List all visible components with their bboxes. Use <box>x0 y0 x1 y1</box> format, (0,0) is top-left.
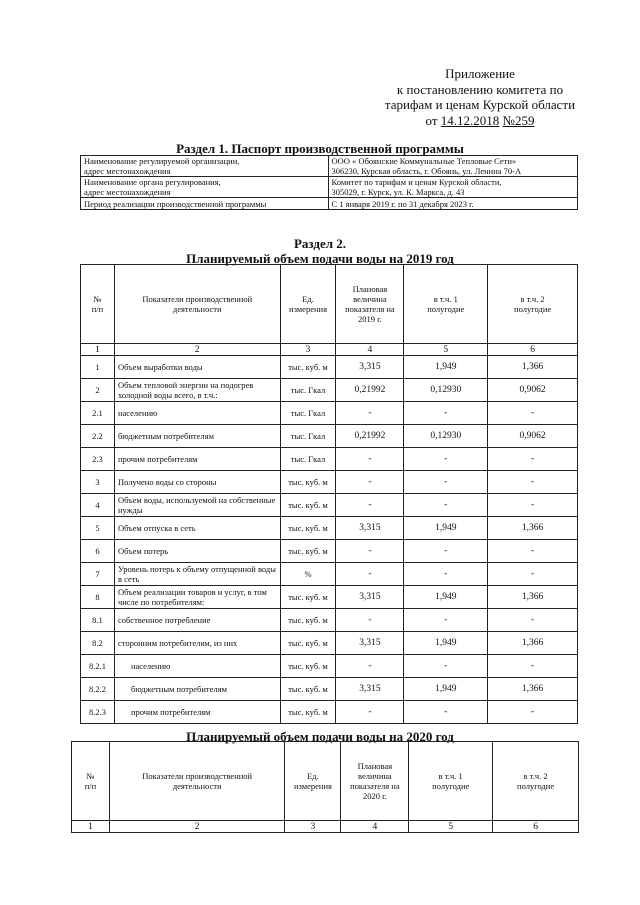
half2-value: - <box>488 563 578 586</box>
half1-value: 1,949 <box>404 632 488 655</box>
passport-row <box>81 177 578 198</box>
column-index: 5 <box>404 344 488 356</box>
half1-value: 1,949 <box>404 586 488 609</box>
passport-value: Комитет по тарифам и ценам Курской области, 305029, г. Курск, ул. К. Маркса, д. 43 <box>328 177 577 198</box>
plan-value: 3,315 <box>336 678 404 701</box>
plan-value: - <box>336 448 404 471</box>
row-number: 8.2 <box>81 632 115 655</box>
unit: тыс. куб. м <box>280 540 336 563</box>
half1-value: 1,949 <box>404 356 488 379</box>
column-index: 6 <box>493 821 579 833</box>
half2-value: 1,366 <box>488 678 578 701</box>
passport-row <box>81 156 578 177</box>
table-row <box>81 471 578 494</box>
passport-label: Период реализации производственной программы <box>81 198 329 210</box>
unit: тыс. куб. м <box>280 701 336 724</box>
indicator-name: Получено воды со стороны <box>114 471 280 494</box>
table-row <box>81 632 578 655</box>
plan-value: - <box>336 655 404 678</box>
unit: тыс. Гкал <box>280 448 336 471</box>
unit: тыс. Гкал <box>280 379 336 402</box>
table-row <box>81 494 578 517</box>
plan-value: 3,315 <box>336 517 404 540</box>
half1-value: - <box>404 563 488 586</box>
unit: тыс. куб. м <box>280 609 336 632</box>
row-number: 8.2.1 <box>81 655 115 678</box>
table-row <box>81 609 578 632</box>
column-header: Плановая величина показателя на 2019 г. <box>336 265 404 344</box>
unit: тыс. куб. м <box>280 586 336 609</box>
table-row <box>81 678 578 701</box>
half2-value: 1,366 <box>488 356 578 379</box>
indicator-name: бюджетным потребителям <box>114 678 280 701</box>
half1-value: - <box>404 471 488 494</box>
unit: тыс. куб. м <box>280 494 336 517</box>
half1-value: - <box>404 448 488 471</box>
row-number: 2 <box>81 379 115 402</box>
column-header: № п/п <box>81 265 115 344</box>
half2-value: 1,366 <box>488 586 578 609</box>
column-index: 1 <box>81 344 115 356</box>
indicator-name: населению <box>114 402 280 425</box>
half1-value: - <box>404 701 488 724</box>
half2-value: - <box>488 655 578 678</box>
indicator-name: Объем потерь <box>114 540 280 563</box>
unit: тыс. куб. м <box>280 356 336 379</box>
column-index: 2 <box>114 344 280 356</box>
column-header: Показатели производственной деятельности <box>109 742 285 821</box>
unit: % <box>280 563 336 586</box>
column-index: 3 <box>285 821 341 833</box>
unit: тыс. куб. м <box>280 471 336 494</box>
half1-value: - <box>404 402 488 425</box>
table-2020 <box>71 741 579 833</box>
passport-table <box>80 155 578 210</box>
plan-value: - <box>336 563 404 586</box>
passport-row <box>81 198 578 210</box>
half1-value: 0,12930 <box>404 425 488 448</box>
table-row <box>81 563 578 586</box>
table-row <box>81 425 578 448</box>
half2-value: 1,366 <box>488 517 578 540</box>
half1-value: - <box>404 655 488 678</box>
passport-value: С 1 января 2019 г. по 31 декабря 2023 г. <box>328 198 577 210</box>
row-number: 8.1 <box>81 609 115 632</box>
header-row <box>72 742 579 821</box>
plan-value: 0,21992 <box>336 425 404 448</box>
date-prefix: от <box>425 112 438 128</box>
unit: тыс. Гкал <box>280 425 336 448</box>
half1-value: 1,949 <box>404 517 488 540</box>
half2-value: - <box>488 471 578 494</box>
appendix-block <box>380 66 580 128</box>
table-row <box>81 517 578 540</box>
appendix-date-line <box>380 113 580 129</box>
indicator-name: Объем воды, используемой на собственные нужды <box>114 494 280 517</box>
unit: тыс. куб. м <box>280 632 336 655</box>
half2-value: - <box>488 494 578 517</box>
half2-value: - <box>488 448 578 471</box>
indicator-name: Объем выработки воды <box>114 356 280 379</box>
table-row <box>81 701 578 724</box>
plan-value: 0,21992 <box>336 379 404 402</box>
section2-title: Раздел 2. <box>293 236 347 251</box>
column-index-row <box>72 821 579 833</box>
plan-value: - <box>336 494 404 517</box>
header-row <box>81 265 578 344</box>
row-number: 2.3 <box>81 448 115 471</box>
plan-value: - <box>336 609 404 632</box>
half2-value: - <box>488 540 578 563</box>
column-index: 6 <box>488 344 578 356</box>
indicator-name: Объем отпуска в сеть <box>114 517 280 540</box>
indicator-name: собственное потребление <box>114 609 280 632</box>
column-index: 4 <box>341 821 409 833</box>
half1-value: - <box>404 494 488 517</box>
table-row <box>81 655 578 678</box>
plan-value: - <box>336 402 404 425</box>
column-header: в т.ч. 2 полугодие <box>493 742 579 821</box>
plan-value: 3,315 <box>336 356 404 379</box>
passport-value: ООО « Обоянские Коммунальные Тепловые Сети» 306230, Курская область, г. Обоянь, ул. Ленина 70-А <box>328 156 577 177</box>
table-row <box>81 448 578 471</box>
half1-value: 0,12930 <box>404 379 488 402</box>
decree-date: 14.12.2018 <box>440 112 500 128</box>
column-header: № п/п <box>72 742 110 821</box>
appendix-title: Приложение <box>445 66 515 81</box>
column-header: Показатели производственной деятельности <box>114 265 280 344</box>
column-header: в т.ч. 2 полугодие <box>488 265 578 344</box>
column-index: 4 <box>336 344 404 356</box>
column-header: в т.ч. 1 полугодие <box>409 742 493 821</box>
half2-value: - <box>488 609 578 632</box>
plan-value: 3,315 <box>336 586 404 609</box>
column-index: 1 <box>72 821 110 833</box>
table-row <box>81 356 578 379</box>
half2-value: 0,9062 <box>488 425 578 448</box>
section1-title: Раздел 1. Паспорт производственной программы <box>176 141 464 156</box>
row-number: 2.1 <box>81 402 115 425</box>
table-row <box>81 540 578 563</box>
column-header: в т.ч. 1 полугодие <box>404 265 488 344</box>
row-number: 8.2.3 <box>81 701 115 724</box>
indicator-name: Объем реализации товаров и услуг, в том числе по потребителям: <box>114 586 280 609</box>
section2-subtitle: Планируемый объем подачи воды на 2019 год <box>186 251 454 266</box>
indicator-name: сторонним потребителям, из них <box>114 632 280 655</box>
table-row <box>81 402 578 425</box>
table-row <box>81 379 578 402</box>
row-number: 8.2.2 <box>81 678 115 701</box>
half1-value: - <box>404 609 488 632</box>
row-number: 5 <box>81 517 115 540</box>
row-number: 8 <box>81 586 115 609</box>
unit: тыс. куб. м <box>280 678 336 701</box>
half1-value: - <box>404 540 488 563</box>
appendix-line: к постановлению комитета по <box>396 81 564 97</box>
column-index: 5 <box>409 821 493 833</box>
unit: тыс. куб. м <box>280 517 336 540</box>
half2-value: - <box>488 402 578 425</box>
indicator-name: прочим потребителям <box>114 701 280 724</box>
column-index: 2 <box>109 821 285 833</box>
indicator-name: прочим потребителям <box>114 448 280 471</box>
table-2019 <box>80 264 578 724</box>
half1-value: 1,949 <box>404 678 488 701</box>
column-index: 3 <box>280 344 336 356</box>
row-number: 3 <box>81 471 115 494</box>
row-number: 6 <box>81 540 115 563</box>
passport-label: Наименование регулируемой организации, адрес местонахождения <box>81 156 329 177</box>
row-number: 1 <box>81 356 115 379</box>
plan-value: 3,315 <box>336 632 404 655</box>
indicator-name: бюджетным потребителям <box>114 425 280 448</box>
plan-value: - <box>336 540 404 563</box>
column-index-row <box>81 344 578 356</box>
indicator-name: Уровень потерь к объему отпущенной воды в сеть <box>114 563 280 586</box>
column-header: Ед. измерения <box>285 742 341 821</box>
unit: тыс. куб. м <box>280 655 336 678</box>
table-row <box>81 586 578 609</box>
column-header: Плановая величина показателя на 2020 г. <box>341 742 409 821</box>
decree-number: №259 <box>502 112 535 128</box>
column-header: Ед. измерения <box>280 265 336 344</box>
half2-value: - <box>488 701 578 724</box>
half2-value: 0,9062 <box>488 379 578 402</box>
row-number: 4 <box>81 494 115 517</box>
unit: тыс. Гкал <box>280 402 336 425</box>
appendix-line: тарифам и ценам Курской области <box>384 97 576 112</box>
half2-value: 1,366 <box>488 632 578 655</box>
plan-value: - <box>336 701 404 724</box>
indicator-name: Объем тепловой энергии на подогрев холодной воды всего, в т.ч.: <box>114 379 280 402</box>
row-number: 2.2 <box>81 425 115 448</box>
passport-label: Наименование органа регулирования, адрес местонахождения <box>81 177 329 198</box>
row-number: 7 <box>81 563 115 586</box>
indicator-name: населению <box>114 655 280 678</box>
table-2020-title: Планируемый объем подачи воды на 2020 год <box>186 729 454 744</box>
plan-value: - <box>336 471 404 494</box>
